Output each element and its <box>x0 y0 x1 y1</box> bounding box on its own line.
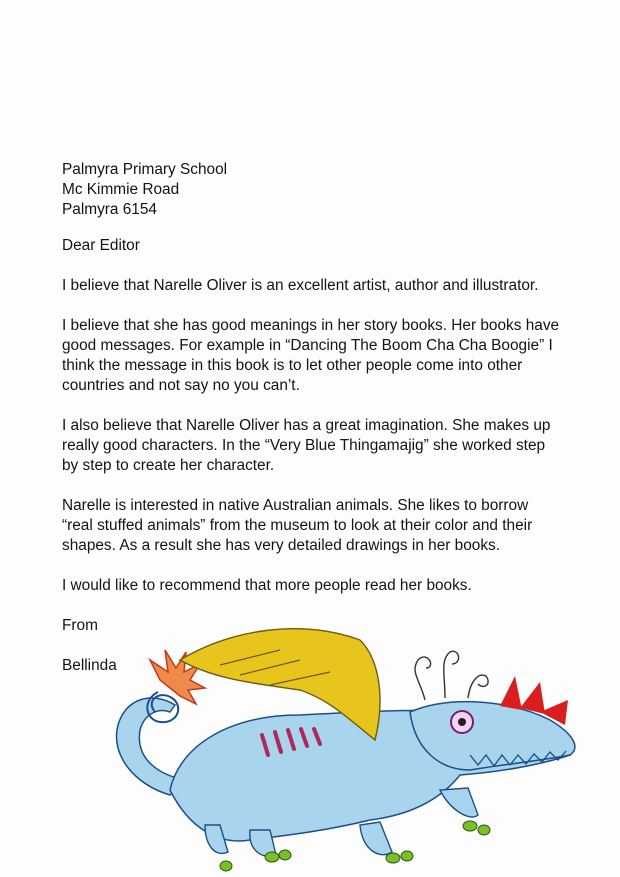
creature-legs <box>205 788 478 856</box>
letter-body <box>62 160 562 676</box>
paragraph: I also believe that Narelle Oliver has a great imagination. She makes up really good characters. In the “Very Blue Thingamajig” she worked step by step to create her character. <box>62 417 551 474</box>
body-stripes <box>262 729 320 755</box>
school-address <box>62 160 562 220</box>
paragraph: I believe that she has good meanings in her story books. Her books have good messages. For example in “Dancing The Boom Cha Cha Boogie” I think the message in this book is to let other people come into other countries and not say no you can’t. <box>62 317 560 394</box>
creature-tail <box>117 698 185 795</box>
signature: Bellinda <box>62 657 117 674</box>
address-line: Mc Kimmie Road <box>62 181 180 198</box>
creature-teeth <box>470 751 566 766</box>
paragraph: I believe that Narelle Oliver is an excellent artist, author and illustrator. <box>62 277 539 294</box>
creature-pupil <box>458 718 466 726</box>
paragraph: I would like to recommend that more people read her books. <box>62 577 472 594</box>
paragraph: Narelle is interested in native Australian animals. She likes to borrow “real stuffed animals” from the museum to look at their color and their shapes. As a result she has very detailed drawings in her books. <box>62 497 533 554</box>
salutation: Dear Editor <box>62 237 140 254</box>
creature-head <box>410 702 575 770</box>
creature-feet <box>220 821 490 871</box>
address-line: Palmyra Primary School <box>62 161 228 178</box>
creature-body <box>170 710 570 841</box>
red-spikes <box>500 676 568 725</box>
creature-eye <box>451 711 473 733</box>
tail-spiral <box>147 692 178 722</box>
address-line: Palmyra 6154 <box>62 201 157 218</box>
closing: From <box>62 617 98 634</box>
